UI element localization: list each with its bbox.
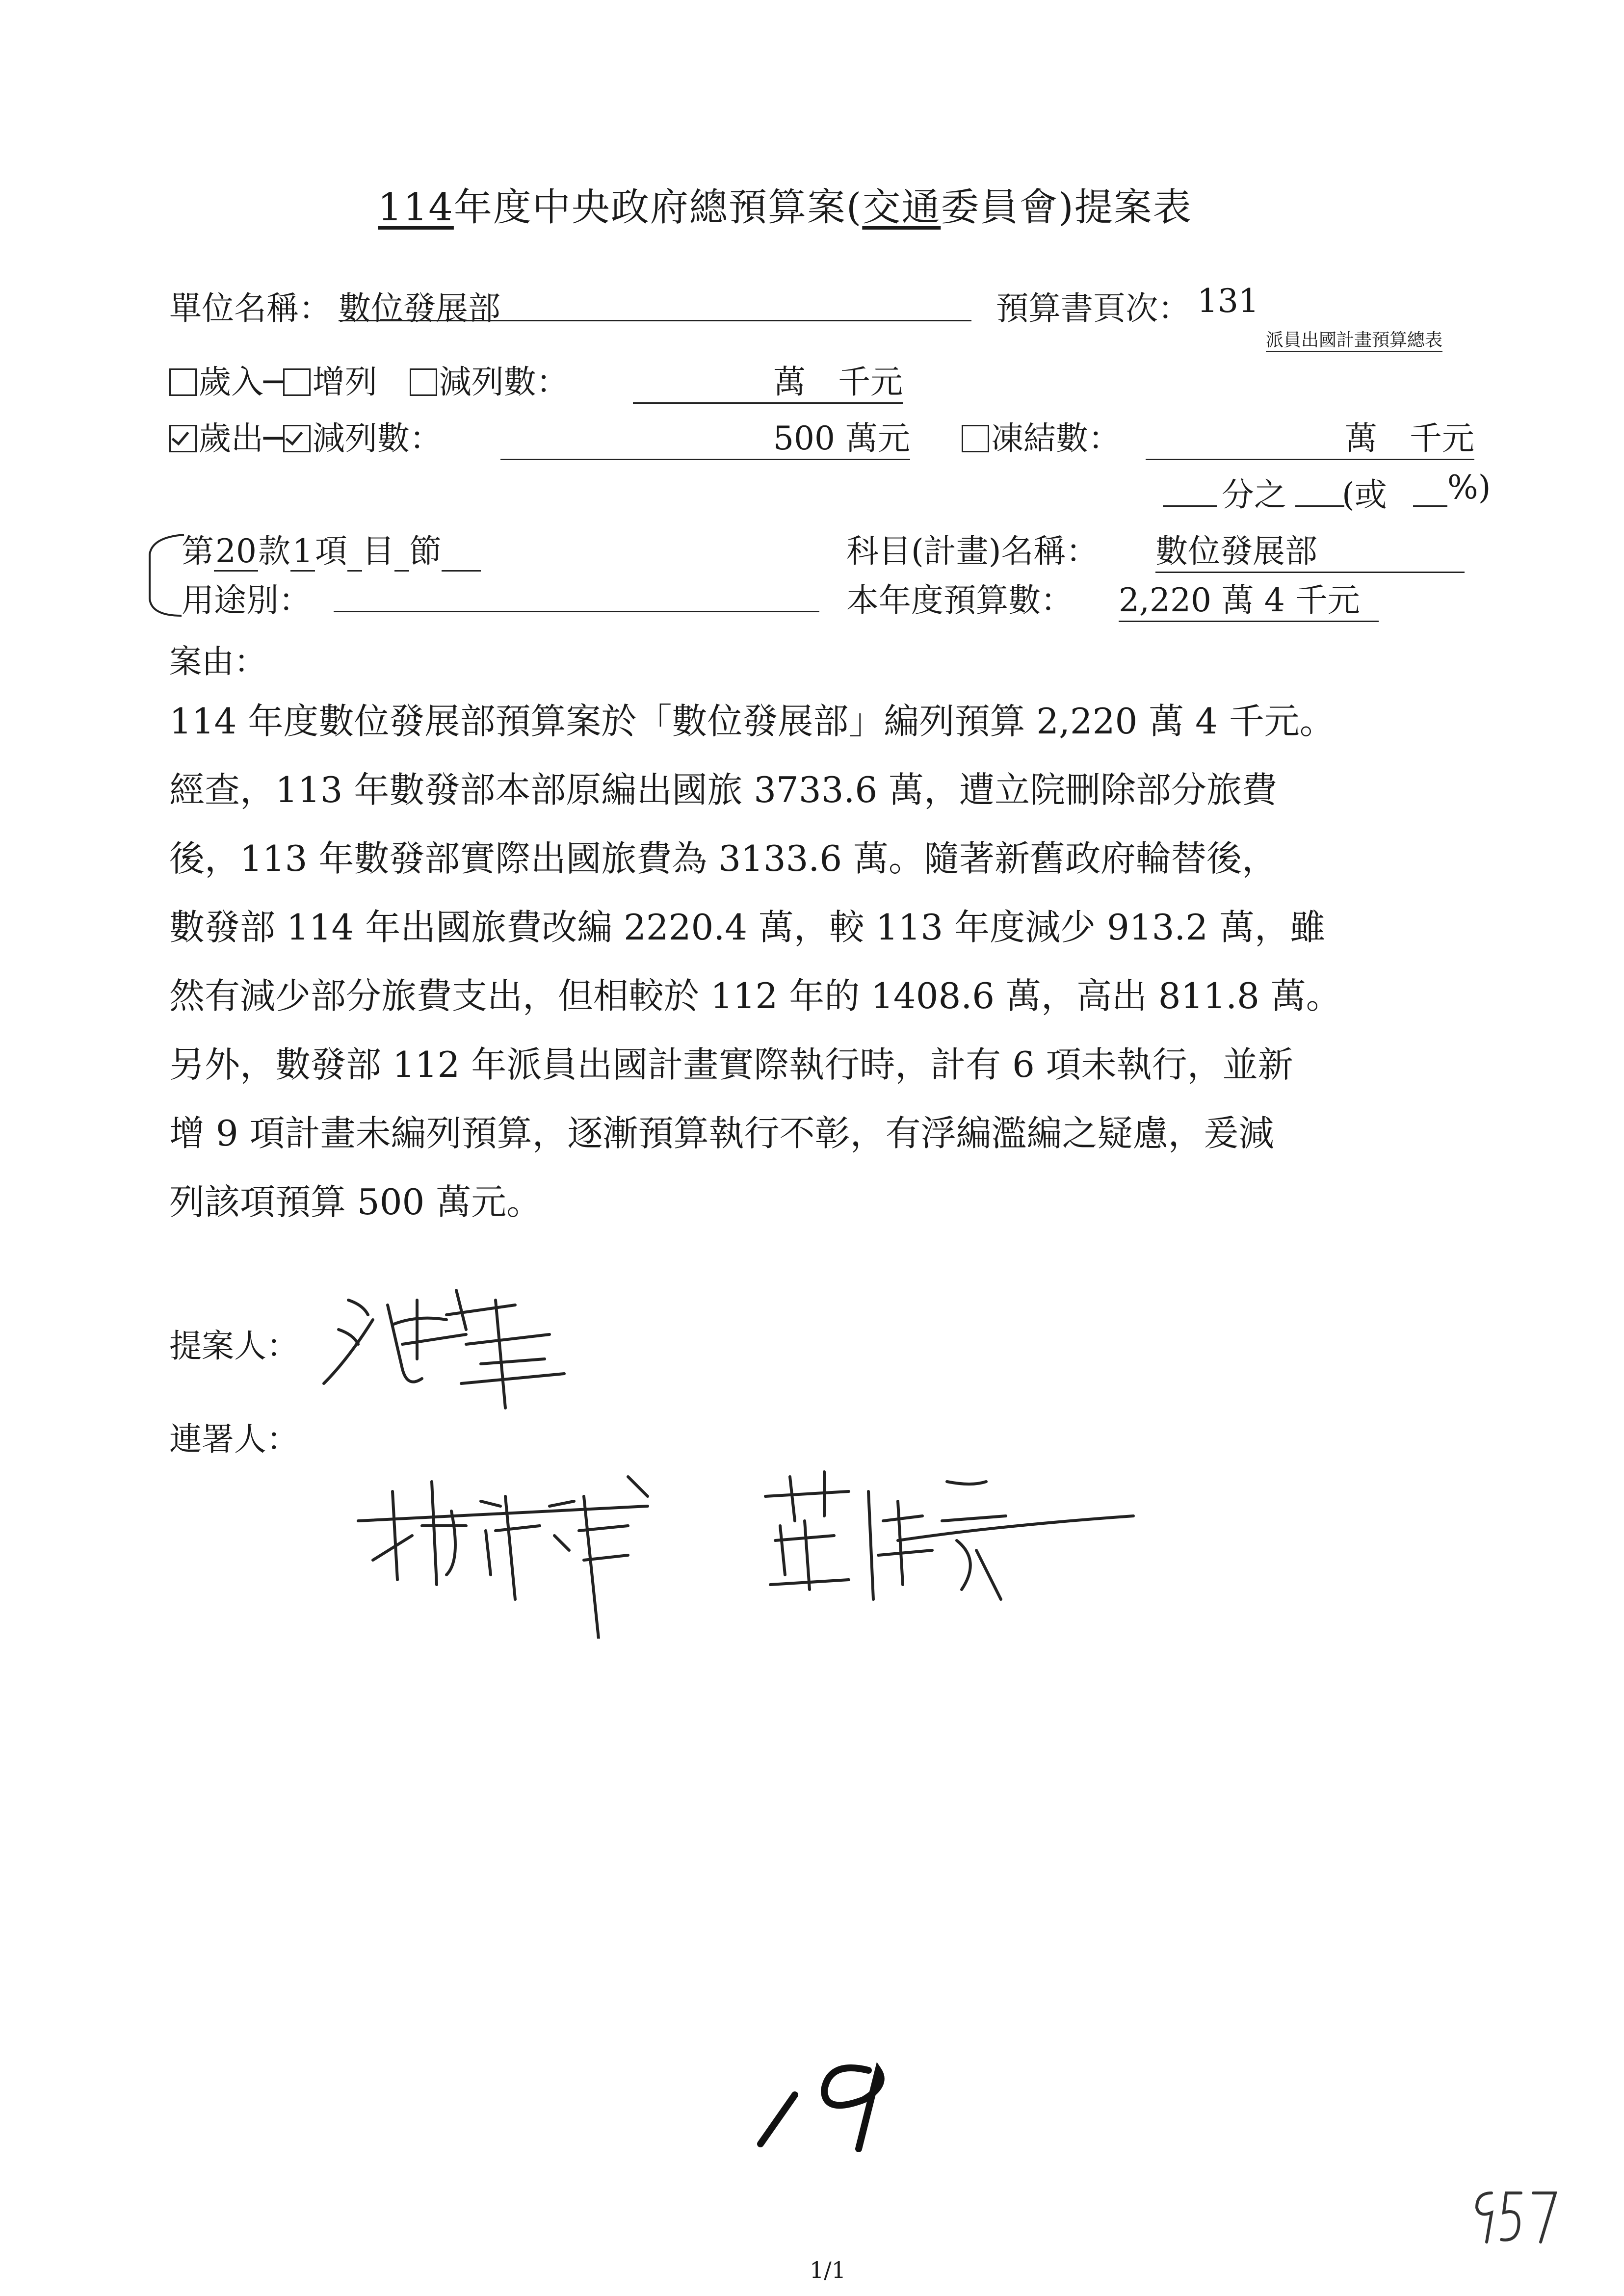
cosigner-label: 連署人：	[169, 1420, 299, 1458]
reason-line: 列該項預算 500 萬元。	[169, 1181, 542, 1223]
usage-label: 用途別：	[182, 581, 311, 619]
page-ref-value: 131	[1197, 282, 1259, 320]
revenue-row	[169, 356, 569, 402]
fraction-blank-2	[1295, 505, 1344, 507]
unit-label: 單位名稱：	[169, 289, 331, 327]
item-jie-label: 節	[409, 532, 442, 570]
unit-underline	[339, 320, 971, 321]
item-kuan: 20	[214, 532, 258, 572]
freeze-label: 凍結數：	[991, 419, 1121, 457]
item-kuan-label: 款	[258, 532, 290, 570]
item-jie-blank	[394, 532, 409, 572]
expense-decrease-label: 減列數：	[312, 419, 442, 457]
revenue-increase-checkbox	[283, 368, 311, 396]
item-row	[182, 525, 481, 572]
page-ref-label: 預算書頁次：	[996, 289, 1190, 327]
reason-line: 114 年度數位發展部預算案於「數位發展部」編列預算 2,220 萬 4 千元。	[169, 701, 1335, 742]
expense-checkbox	[169, 425, 197, 452]
revenue-decrease-label: 減列數：	[439, 363, 569, 401]
reason-line: 後，113 年數發部實際出國旅費為 3133.6 萬。隨著新舊政府輪替後，	[169, 838, 1278, 879]
form-title	[378, 177, 1192, 232]
title-part1: 年度中央政府總預算案(	[453, 185, 863, 230]
freeze-row	[962, 412, 1121, 459]
expense-decrease-checkbox	[283, 425, 311, 452]
freeze-checkbox	[962, 425, 989, 452]
item-xiang-label: 項	[315, 532, 347, 570]
reason-line: 另外，數發部 112 年派員出國計畫實際執行時，計有 6 項未執行，並新	[169, 1044, 1293, 1085]
reason-line: 數發部 114 年出國旅費改編 2220.4 萬，較 113 年度減少 913.2 萬，雖	[169, 907, 1325, 948]
title-part2: 委員會)提案表	[941, 185, 1192, 230]
unit-value: 數位發展部	[339, 289, 500, 327]
page-number: 1/1	[810, 2257, 846, 2283]
proposer-label: 提案人：	[169, 1327, 299, 1365]
revenue-decrease-checkbox	[410, 368, 437, 396]
annual-budget-value: 2,220 萬 4 千元	[1119, 574, 1379, 622]
item-mu-blank	[347, 532, 362, 572]
usage-blank	[334, 611, 819, 612]
page-ref-note: 派員出國計畫預算總表	[1266, 326, 1442, 352]
cosigner-signature-1	[353, 1452, 667, 1639]
expense-amount-unit: 萬元	[845, 419, 910, 457]
expense-row	[169, 412, 442, 459]
reason-label: 案由：	[169, 643, 266, 680]
handwritten-number	[751, 2041, 908, 2154]
item-xiang: 1	[290, 532, 315, 572]
subject-value: 數位發展部	[1155, 525, 1465, 573]
fraction-text-1: 分之	[1222, 476, 1286, 514]
revenue-label: 歲入─	[199, 363, 283, 401]
expense-amount	[500, 412, 910, 460]
bracket-icon	[142, 525, 186, 623]
fraction-blank-3	[1413, 505, 1447, 507]
title-committee: 交通	[862, 185, 941, 230]
expense-label: 歲出─	[199, 419, 283, 457]
revenue-checkbox	[169, 368, 197, 396]
expense-amount-value: 500	[773, 419, 836, 457]
reason-line: 增 9 項計畫未編列預算，逐漸預算執行不彰，有浮編濫編之疑慮，爰減	[169, 1113, 1274, 1154]
reason-line: 然有減少部分旅費支出，但相較於 112 年的 1408.6 萬，高出 811.8 萬。	[169, 975, 1341, 1017]
revenue-increase-label: 增列	[312, 363, 377, 401]
subject-label: 科目(計畫)名稱：	[846, 532, 1099, 570]
cosigner-signature-2	[751, 1462, 1143, 1609]
freeze-amount: 萬 千元	[1146, 412, 1474, 460]
stamp-number	[1467, 2178, 1565, 2252]
fraction-text-2: (或	[1342, 476, 1387, 514]
fraction-blank-1	[1163, 505, 1217, 507]
item-mu-label: 目	[362, 532, 394, 570]
item-trailing-blank	[442, 532, 481, 572]
proposer-signature	[319, 1271, 594, 1418]
title-year: 114	[378, 185, 454, 230]
item-prefix: 第	[182, 532, 214, 570]
annual-budget-label: 本年度預算數：	[846, 581, 1073, 619]
fraction-text-3: %)	[1447, 469, 1491, 506]
revenue-amount: 萬 千元	[633, 356, 903, 404]
reason-line: 經查，113 年數發部本部原編出國旅 3733.6 萬，遭立院刪除部分旅費	[169, 769, 1278, 810]
reason-body	[169, 687, 1504, 1236]
